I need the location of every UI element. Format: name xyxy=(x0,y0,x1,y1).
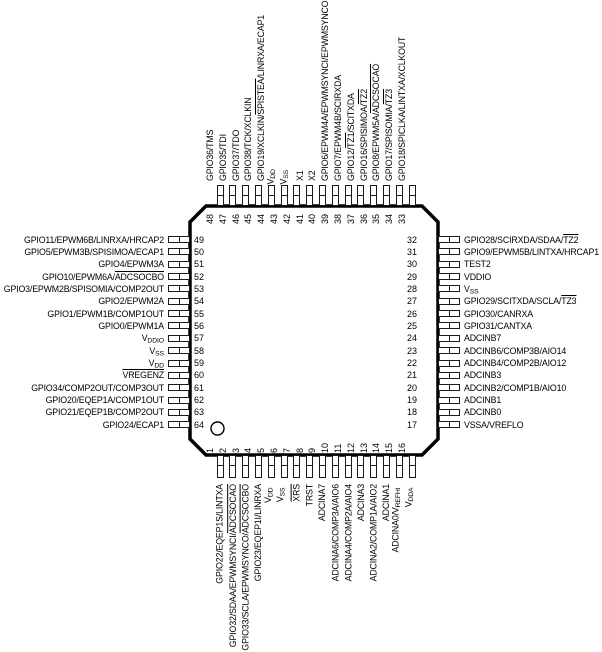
pin-number: 37 xyxy=(345,213,356,224)
pin-label: ADCINA7 xyxy=(317,484,328,522)
pin-number: 18 xyxy=(406,407,417,418)
pin-number: 25 xyxy=(406,320,417,331)
pin-number: 64 xyxy=(194,419,205,430)
pin-lead xyxy=(319,185,326,206)
overline-signal: TZ3 xyxy=(561,296,577,307)
overline-signal: SPISTEA xyxy=(256,78,267,115)
pin-number: 46 xyxy=(230,213,241,224)
pin-number: 54 xyxy=(194,296,205,307)
pin-number: 50 xyxy=(194,246,205,257)
pin-label: GPIO0/EPWM1A xyxy=(98,320,164,331)
pin-label xyxy=(123,370,164,380)
subscript-text: DD xyxy=(154,362,164,370)
pin-lead xyxy=(345,455,352,478)
pin-number: 43 xyxy=(269,213,279,224)
pin-lead xyxy=(168,310,190,317)
pin-number: 29 xyxy=(406,271,417,282)
pin-number: 59 xyxy=(194,358,205,368)
pin-label xyxy=(292,484,302,502)
pin-label: ADCINB1 xyxy=(464,395,502,406)
pin-lead xyxy=(396,185,403,206)
pin-label: VDDIO xyxy=(464,271,492,282)
pin-label: VSSA/VREFLO xyxy=(464,419,524,430)
pin-label: GPIO19/XCLKIN/SPISTEA/LINRXA/ECAP1 xyxy=(256,14,267,181)
pin-number: 39 xyxy=(320,213,331,224)
pin-label: X1 xyxy=(294,170,305,181)
pin-number: 49 xyxy=(194,234,205,245)
pin-label: ADCINA0/VREFHI xyxy=(390,487,403,553)
pin-label: ADCINB4/COMP2B/AIO12 xyxy=(464,358,567,368)
overline-signal: $\overline{XRS}$ xyxy=(291,484,302,502)
pin-lead xyxy=(409,455,416,478)
pin-number: 34 xyxy=(384,213,395,224)
pin-label: ADCINB2/COMP1B/AIO10 xyxy=(464,382,567,393)
pin-lead xyxy=(168,335,190,342)
pin-label: GPIO22/EQEP1S/LINTXA xyxy=(215,484,225,584)
pin-number: 10 xyxy=(320,442,331,453)
pin-number: 1 xyxy=(205,447,215,453)
pin-lead xyxy=(332,185,339,206)
pin-label: ADCINB0 xyxy=(464,407,502,418)
pin-lead xyxy=(357,185,364,206)
pin-number: 42 xyxy=(281,213,292,224)
pin-lead xyxy=(168,298,190,305)
pin-number: 2 xyxy=(217,447,228,453)
pin-lead xyxy=(217,185,224,206)
pin-lead xyxy=(370,455,377,478)
pin-label: GPIO30/CANRXA xyxy=(464,308,533,319)
pin-label: GPIO11/EPWM6B/LINRXA/HRCAP2 xyxy=(24,234,164,245)
subscript-text: SS xyxy=(280,487,287,497)
pin-label: GPIO3/EPWM2B/SPISOMIA/COMP2OUT xyxy=(3,283,164,294)
pin-number: 27 xyxy=(406,296,417,307)
overline-signal: ADCSOCAO xyxy=(227,484,238,534)
pin-label: GPIO6/EPWM4A/EPWMSYNCI/EPWMSYNCO xyxy=(320,0,331,181)
pin-label: GPIO5/EPWM3B/SPISIMOA/ECAP1 xyxy=(24,246,164,257)
pin-number: 41 xyxy=(294,213,305,224)
pin-number: 36 xyxy=(358,213,369,224)
overline-signal: TZ1 xyxy=(345,132,356,148)
pin-lead xyxy=(168,236,190,243)
pin-number: 16 xyxy=(397,442,407,453)
pin-label: TRST xyxy=(304,484,315,507)
pin-number: 19 xyxy=(406,395,417,406)
overline-signal: TZ3 xyxy=(384,88,395,105)
pin-label: GPIO10/EPWM6A/ADCSOCBO xyxy=(42,271,164,282)
pin-label: GPIO12/TZ1/SCITXDA xyxy=(345,93,356,181)
pin-number: 14 xyxy=(371,442,382,453)
pin-lead xyxy=(438,248,460,255)
pin-number: 40 xyxy=(307,213,318,224)
pin-number: 30 xyxy=(406,259,417,270)
pin-lead xyxy=(438,310,460,317)
pin-number: 35 xyxy=(371,213,382,224)
pin-label: VDD xyxy=(148,358,164,370)
pin-number: 47 xyxy=(217,213,228,224)
subscript-text: DDA xyxy=(408,487,415,502)
pin-label: GPIO17/SPISOMIA/TZ3 xyxy=(384,88,395,181)
pin-lead xyxy=(306,455,313,478)
pin-number: 57 xyxy=(194,333,205,344)
pin-number: 63 xyxy=(194,407,205,418)
pin-lead xyxy=(268,455,275,478)
pin-label: GPIO20/EQEP1A/COMP1OUT xyxy=(45,395,164,406)
pin-lead xyxy=(409,185,416,206)
pin-lead xyxy=(438,285,460,292)
pin-lead xyxy=(438,347,460,354)
overline-signal: VREGENZ xyxy=(122,370,164,381)
pin-lead xyxy=(438,372,460,379)
pin-number: 32 xyxy=(406,234,417,245)
pin-number: 4 xyxy=(243,447,254,453)
pin-label: GPIO34/COMP2OUT/COMP3OUT xyxy=(31,382,164,393)
pin-number: 56 xyxy=(194,320,205,331)
pin-lead xyxy=(383,455,390,478)
subscript-text: SS xyxy=(155,350,164,358)
overline-signal: TZ2 xyxy=(358,88,369,105)
pin-label: ADCINA4/COMP2A/AIO4 xyxy=(343,484,353,582)
subscript-text: DD xyxy=(270,169,277,179)
pin-number: 20 xyxy=(406,382,417,393)
pin-number: 45 xyxy=(243,213,254,224)
pin-lead xyxy=(242,455,249,478)
pin-label: ADCINB7 xyxy=(464,333,502,344)
pin-label: VDD xyxy=(262,487,275,503)
pin-label: ADCINA3 xyxy=(355,484,366,522)
pin-label: GPIO4/EPWM3A xyxy=(98,259,164,270)
pin-number: 31 xyxy=(406,246,417,257)
pin-lead xyxy=(255,185,262,206)
pin-number: 22 xyxy=(406,358,417,368)
pin-label: GPIO33/SCLA/EPWMSYNCO/ADCSOCBO xyxy=(240,484,251,651)
pin-lead xyxy=(168,372,190,379)
pin-number: 6 xyxy=(269,447,279,453)
pin-number: 8 xyxy=(294,447,305,453)
pin-label: GPIO38/TCK/XCLKIN xyxy=(243,97,254,181)
pin-label: GPIO1/EPWM1B/COMP1OUT xyxy=(47,308,164,319)
pin-lead xyxy=(357,455,364,478)
pin-number: 53 xyxy=(194,283,205,294)
pin-label: X2 xyxy=(307,170,318,181)
pin-number: 13 xyxy=(358,442,369,453)
pin-label: GPIO18/SPICLKA/LINTXA/XCLKOUT xyxy=(397,36,407,181)
pin-lead xyxy=(438,273,460,280)
overline-signal: TZ2 xyxy=(563,234,579,245)
pin-lead xyxy=(438,335,460,342)
pin-number: 3 xyxy=(230,447,241,453)
pin-number: 5 xyxy=(256,447,267,453)
pin-lead xyxy=(438,409,460,416)
pin-lead xyxy=(396,455,403,478)
pin-number: 21 xyxy=(406,370,417,381)
pin-lead xyxy=(168,347,190,354)
pin-number: 55 xyxy=(194,308,205,319)
pin-lead xyxy=(168,261,190,268)
pin-label: GPIO37/TDO xyxy=(230,129,241,181)
pin-lead xyxy=(370,185,377,206)
pin-number: 44 xyxy=(256,213,267,224)
pin-lead xyxy=(438,236,460,243)
pin-lead xyxy=(217,455,224,478)
pin-number: 52 xyxy=(194,271,205,282)
pin-label: GPIO31/CANTXA xyxy=(464,320,532,331)
pin-number: 28 xyxy=(406,283,417,294)
pin-lead xyxy=(345,185,352,206)
pin-lead xyxy=(438,397,460,404)
subscript-text: DDIO xyxy=(147,337,164,345)
pin-label: ADCINA2/COMP1A/AIO2 xyxy=(368,484,379,582)
pin-lead xyxy=(168,360,190,367)
pin-label: GPIO16/SPISIMOA/TZ2 xyxy=(358,88,369,181)
pin-label: VDDIO xyxy=(141,333,164,345)
pin-number: 17 xyxy=(406,419,417,430)
pin-number: 58 xyxy=(194,345,205,356)
pin-label: GPIO32/SDAA/EPWMSYNCI/ADCSOCAO xyxy=(227,484,238,648)
pin-number: 24 xyxy=(406,333,417,344)
pin-number: 33 xyxy=(397,213,407,224)
pin-lead xyxy=(438,298,460,305)
pin-lead xyxy=(255,455,262,478)
subscript-text: SS xyxy=(469,288,479,296)
pin-number: 7 xyxy=(281,447,292,453)
pin-lead xyxy=(281,185,288,206)
overline-signal: ADCSOCBO xyxy=(114,271,164,282)
pin-number: 15 xyxy=(384,442,395,453)
pin-lead xyxy=(281,455,288,478)
pin-label: TEST2 xyxy=(464,259,491,270)
pin-lead xyxy=(268,185,275,206)
pin-number: 48 xyxy=(205,213,215,224)
pin-lead xyxy=(168,285,190,292)
pin-label: ADCINA6/COMP3A/AIO6 xyxy=(330,484,341,582)
pin-lead xyxy=(168,248,190,255)
overline-signal: ADCSOCBO xyxy=(240,484,251,534)
pin-lead xyxy=(438,360,460,367)
pin-label: GPIO23/EQEP1I/LINRXA xyxy=(253,484,264,582)
pin-number: 38 xyxy=(333,213,343,224)
pin-number: 12 xyxy=(345,442,356,453)
subscript-text: REFHI xyxy=(395,487,403,508)
pin-label: VSS xyxy=(278,169,290,185)
pin-lead xyxy=(306,185,313,206)
pin-number: 26 xyxy=(406,308,417,319)
pin-number: 62 xyxy=(194,395,205,406)
pin-number: 60 xyxy=(194,370,205,381)
pin-lead xyxy=(168,322,190,329)
pin-lead xyxy=(438,421,460,428)
pin-lead xyxy=(168,273,190,280)
pin-label: VSS xyxy=(275,487,287,503)
pin-lead xyxy=(293,455,300,478)
overline-signal: ADCSOCAO xyxy=(371,63,382,114)
pin-lead xyxy=(438,384,460,391)
pin-label: VSS xyxy=(464,283,479,296)
pin-number: 51 xyxy=(194,259,205,270)
pin-label: ADCINB6/COMP3B/AIO14 xyxy=(464,345,567,356)
pin-lead xyxy=(293,185,300,206)
pin-lead xyxy=(168,409,190,416)
pin-lead xyxy=(332,455,339,478)
subscript-text: SS xyxy=(282,169,290,179)
pin-number: 61 xyxy=(194,382,205,393)
pin-label: GPIO29/SCITXDA/SCLA/TZ3 xyxy=(464,296,577,307)
pin-lead xyxy=(168,397,190,404)
pin-label: GPIO24/ECAP1 xyxy=(102,419,164,430)
pin-lead xyxy=(242,185,249,206)
pin-label: GPIO36/TMS xyxy=(205,129,215,181)
pin-label: ADCINB3 xyxy=(464,370,502,381)
subscript-text: DD xyxy=(267,487,275,498)
pin-label: GPIO28/SCIRXDA/SDAA/TZ2 xyxy=(464,234,579,245)
pin-lead xyxy=(319,455,326,478)
pin-label: GPIO2/EPWM2A xyxy=(98,296,164,307)
pin-lead xyxy=(229,185,236,206)
pin-label: VDD xyxy=(265,169,277,185)
pin-label: GPIO8/EPWM5A/ADCSOCAO xyxy=(371,63,382,181)
pin-label: GPIO21/EQEP1B/COMP2OUT xyxy=(45,407,164,418)
pin-lead xyxy=(229,455,236,478)
pin-lead xyxy=(438,322,460,329)
chip-outline xyxy=(190,206,438,455)
pin-label: VSS xyxy=(149,345,164,358)
pin-lead xyxy=(383,185,390,206)
pin1-indicator-dot xyxy=(211,422,224,435)
pin-lead xyxy=(438,261,460,268)
pin-label: ADCINA1 xyxy=(381,484,392,522)
pin-label: VDDA xyxy=(403,487,415,508)
pin-label: GPIO35/TDI xyxy=(217,134,228,181)
pin-number: 23 xyxy=(406,345,417,356)
pin-label: GPIO7/EPWM4B/SCIRXDA xyxy=(333,74,343,181)
pin-label: GPIO9/EPWM5B/LINTXA/HRCAP1 xyxy=(464,246,599,257)
pin-number: 9 xyxy=(307,447,318,453)
pin-lead xyxy=(168,421,190,428)
pin-number: 11 xyxy=(333,443,343,453)
pin-lead xyxy=(168,384,190,391)
